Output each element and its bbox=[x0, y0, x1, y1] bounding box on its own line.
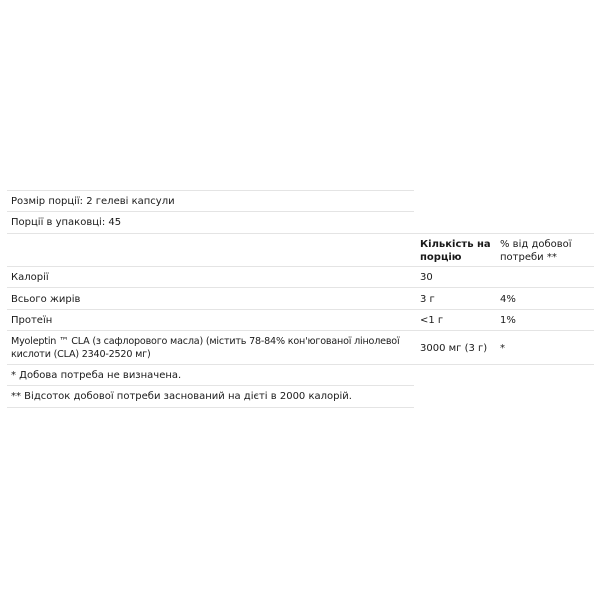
amount-header-line2: порцію bbox=[420, 252, 462, 263]
divider bbox=[7, 407, 414, 408]
daily-value-header bbox=[500, 238, 572, 264]
divider bbox=[7, 266, 594, 267]
amount-header-line1: Кількість на bbox=[420, 239, 491, 250]
dv-header-line2: потреби ** bbox=[500, 252, 557, 263]
row-name bbox=[11, 335, 399, 361]
row-name: Протеїн bbox=[11, 315, 53, 326]
row-name: Калорії bbox=[11, 272, 49, 283]
footnote-daily-value-not-established: * Добова потреба не визначена. bbox=[11, 370, 182, 381]
divider bbox=[7, 233, 594, 234]
row-amount: 30 bbox=[420, 272, 433, 283]
row-amount: <1 г bbox=[420, 315, 444, 326]
row-name: Всього жирів bbox=[11, 294, 81, 305]
row-amount: 3 г bbox=[420, 294, 435, 305]
divider bbox=[7, 330, 594, 331]
row-name-line1: Myoleptin ™ CLA (з сафлорового масла) (містить 78-84% кон'югованої лінолевої bbox=[11, 336, 400, 347]
row-daily-value: * bbox=[500, 343, 505, 354]
divider bbox=[7, 385, 414, 386]
servings-per-container: Порції в упаковці: 45 bbox=[11, 217, 122, 228]
row-name-line2: кислоти (CLA) 2340-2520 мг) bbox=[11, 349, 151, 360]
footnote-daily-value-basis: ** Відсоток добової потреби заснований на дієті в 2000 калорій. bbox=[11, 391, 352, 402]
divider bbox=[7, 287, 594, 288]
amount-per-serving-header bbox=[420, 238, 491, 264]
row-daily-value: 1% bbox=[500, 315, 516, 326]
row-daily-value: 4% bbox=[500, 294, 516, 305]
divider bbox=[7, 190, 414, 191]
divider bbox=[7, 309, 594, 310]
row-amount: 3000 мг (3 г) bbox=[420, 343, 488, 354]
divider bbox=[7, 211, 414, 212]
serving-size: Розмір порції: 2 гелеві капсули bbox=[11, 196, 175, 207]
divider bbox=[7, 364, 594, 365]
dv-header-line1: % від добової bbox=[500, 239, 572, 250]
